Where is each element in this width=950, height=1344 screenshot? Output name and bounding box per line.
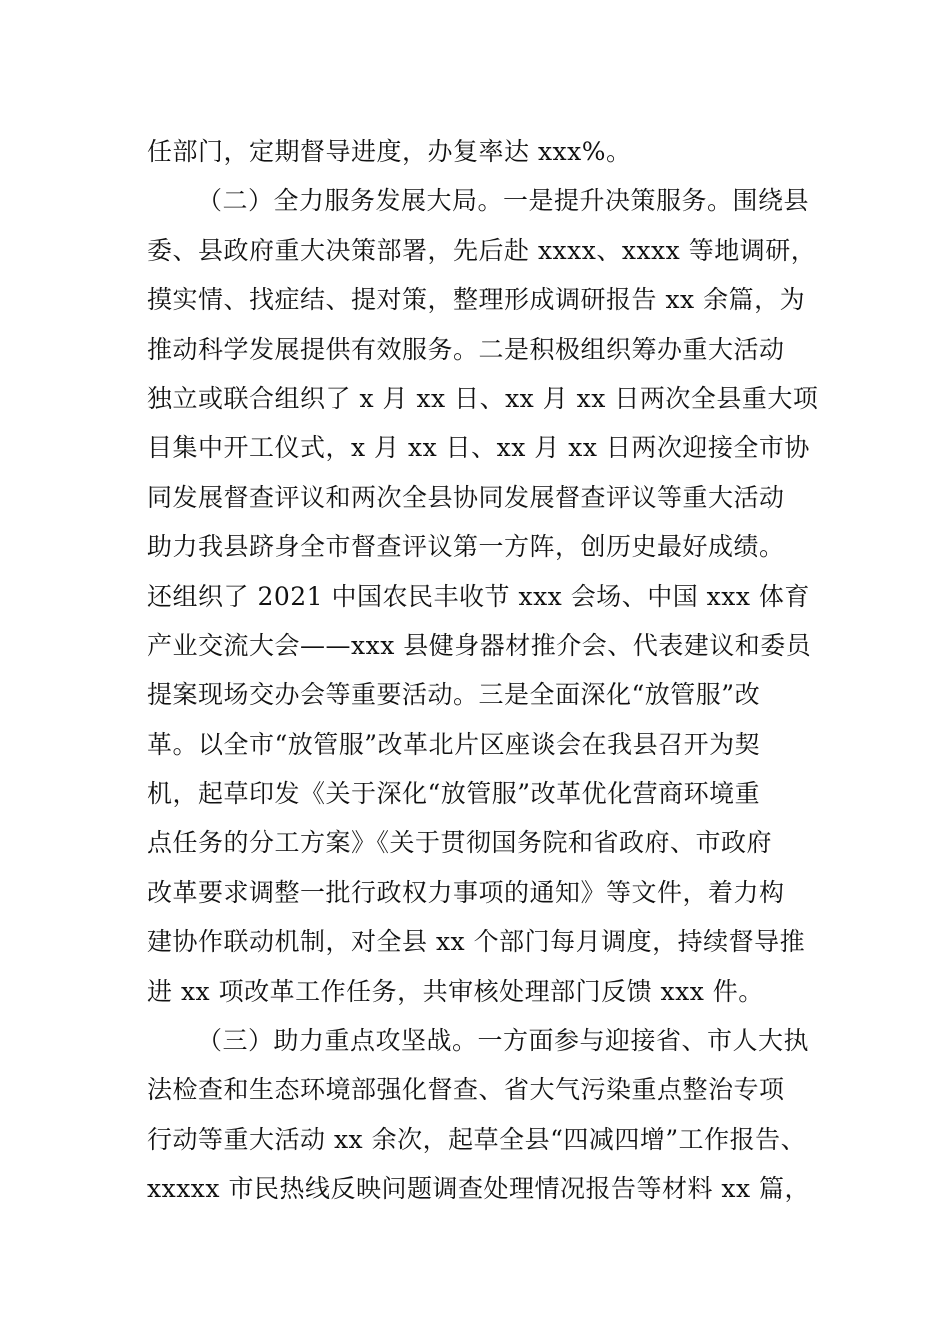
text-line: 法检查和生态环境部强化督查、省大气污染重点整治专项 — [147, 1075, 785, 1105]
text-line: 进 xx 项改革工作任务，共审核处理部门反馈 xxx 件。 — [147, 976, 764, 1006]
body-text — [147, 127, 827, 1214]
paragraph-first-line: （三）助力重点攻坚战。一方面参与迎接省、市人大执 — [197, 1026, 810, 1056]
paragraph-first-line: （二）全力服务发展大局。一是提升决策服务。围绕县 — [197, 186, 810, 216]
text-line: 提案现场交办会等重要活动。三是全面深化“放管服”改 — [147, 680, 761, 710]
text-line: 同发展督查评议和两次全县协同发展督查评议等重大活动 — [147, 482, 785, 512]
text-line: 推动科学发展提供有效服务。二是积极组织筹办重大活动 — [147, 334, 785, 364]
text-line: 还组织了 2021 中国农民丰收节 xxx 会场、中国 xxx 体育 — [147, 581, 810, 611]
text-line: 改革要求调整一批行政权力事项的通知》等文件，着力构 — [147, 877, 785, 907]
text-line: 建协作联动机制，对全县 xx 个部门每月调度，持续督导推 — [147, 927, 806, 957]
text-line: 行动等重大活动 xx 余次，起草全县“四减四增”工作报告、 — [147, 1124, 807, 1154]
text-line: 助力我县跻身全市督查评议第一方阵，创历史最好成绩。 — [147, 532, 785, 562]
text-line: 独立或联合组织了 x 月 xx 日、xx 月 xx 日两次全县重大项 — [147, 383, 819, 413]
text-line: 点任务的分工方案》《关于贯彻国务院和省政府、市政府 — [147, 828, 773, 858]
text-line: 革。以全市“放管服”改革北片区座谈会在我县召开为契 — [147, 729, 761, 759]
text-line: 目集中开工仪式，x 月 xx 日、xx 月 xx 日两次迎接全市协 — [147, 433, 810, 463]
text-line: 任部门，定期督导进度，办复率达 xxx%。 — [147, 137, 632, 166]
text-line: 委、县政府重大决策部署，先后赴 xxxx、xxxx 等地调研， — [147, 235, 817, 265]
text-line: xxxxx 市民热线反映问题调查处理情况报告等材料 xx 篇， — [147, 1174, 811, 1204]
text-line: 产业交流大会——xxx 县健身器材推介会、代表建议和委员 — [147, 630, 812, 660]
text-line: 机，起草印发《关于深化“放管服”改革优化营商环境重 — [147, 779, 761, 809]
text-line: 摸实情、找症结、提对策，整理形成调研报告 xx 余篇，为 — [147, 285, 806, 315]
